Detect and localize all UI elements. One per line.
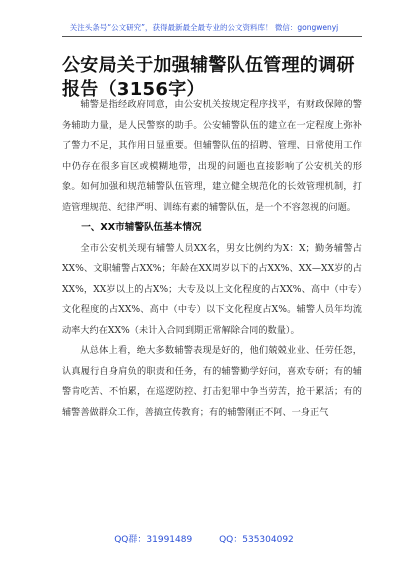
document-body [62, 95, 362, 423]
footer [0, 532, 408, 545]
section-paragraph: 从总体上看，绝大多数辅警表现是好的，他们兢兢业业、任劳任怨，认真履行自身肩负的职责和任务，有的辅警勤学好问，喜欢专研；有的辅警肯吃苦、不怕累，在巡逻防控、打击犯罪中争当劳苦，抢干累活；有的辅警善做群众工作，善搞宣传教育；有的辅警刚正不阿、一身正气 [62, 345, 362, 418]
document-title: 公安局关于加强辅警队伍管理的调研报告（3156字） [62, 55, 355, 100]
footer-qq: QQ：535304092 [219, 535, 294, 545]
header-divider [62, 36, 362, 37]
section-paragraph: 全市公安机关现有辅警人员XX名，男女比例约为X：X；勤务辅警占XX%、文职辅警占XX%；年龄在XX周岁以下的占XX%、XX—XX岁的占XX%，XX岁以上的占X%；大专及以上文化程度的占XX%、高中（中专）文化程度的占XX%、高中（中专）以下文化程度占X%。辅警人员年均流动率大约在XX%（未计入合同到期正常解除合同的数量）。 [62, 242, 362, 336]
section-heading: 一、XX市辅警队伍基本情况 [81, 222, 202, 233]
intro-paragraph: 辅警是指经政府同意，由公安机关按规定程序找平，有财政保障的警务辅助力量，是人民警察的助手。公安辅警队伍的建立在一定程度上弥补了警力不足，其作用日显重要。但辅警队伍的招聘、管理、日常使用工作中仍存在很多盲区或模糊地带，出现的问题也直接影响了公安机关的形象。如何加强和规范辅警队伍管理，建立健全规范化的长效管理机制，打造管理规范、纪律严明、训练有素的辅警队伍，是一个不容忽视的问题。 [62, 99, 362, 213]
footer-qq-group: QQ群：31991489 [114, 535, 193, 545]
header-banner: 关注头条号“公文研究”，获得最新最全最专业的公文资料库！ 微信：gongwenyj [69, 23, 339, 32]
